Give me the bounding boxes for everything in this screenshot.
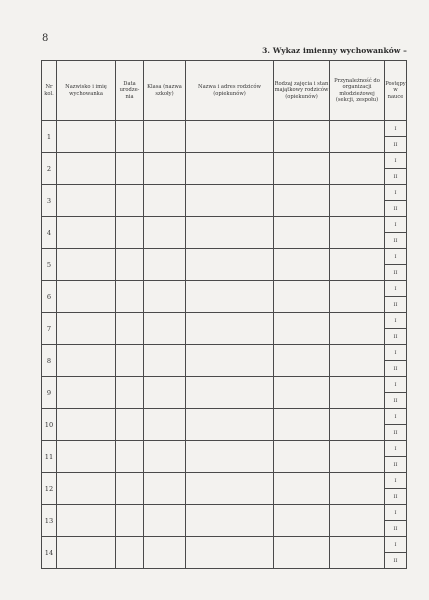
row-number: 7 bbox=[42, 313, 57, 345]
cell-organization[interactable] bbox=[330, 441, 385, 473]
cell-organization[interactable] bbox=[330, 185, 385, 217]
row-number: 10 bbox=[42, 409, 57, 441]
header-performance: Postępy w nauce bbox=[385, 61, 407, 121]
cell-occupation[interactable] bbox=[274, 473, 330, 505]
half-year-label-second: II bbox=[385, 457, 407, 473]
half-year-label-first: I bbox=[385, 537, 407, 553]
cell-birth-date[interactable] bbox=[116, 121, 144, 153]
cell-birth-date[interactable] bbox=[116, 217, 144, 249]
cell-school-class[interactable] bbox=[144, 313, 186, 345]
cell-parents[interactable] bbox=[186, 153, 274, 185]
cell-birth-date[interactable] bbox=[116, 537, 144, 569]
half-year-label-first: I bbox=[385, 377, 407, 393]
cell-parents[interactable] bbox=[186, 409, 274, 441]
cell-organization[interactable] bbox=[330, 217, 385, 249]
row-number: 9 bbox=[42, 377, 57, 409]
header-name: Nazwisko i imię wychowanka bbox=[57, 61, 116, 121]
cell-name[interactable] bbox=[57, 121, 116, 153]
cell-school-class[interactable] bbox=[144, 345, 186, 377]
cell-name[interactable] bbox=[57, 313, 116, 345]
cell-occupation[interactable] bbox=[274, 281, 330, 313]
pupil-register-table bbox=[41, 60, 407, 569]
half-year-label-second: II bbox=[385, 393, 407, 409]
table-row bbox=[42, 249, 407, 265]
cell-name[interactable] bbox=[57, 249, 116, 281]
cell-occupation[interactable] bbox=[274, 441, 330, 473]
page-number: 8 bbox=[42, 33, 49, 44]
cell-occupation[interactable] bbox=[274, 505, 330, 537]
table-row bbox=[42, 441, 407, 457]
cell-name[interactable] bbox=[57, 505, 116, 537]
cell-birth-date[interactable] bbox=[116, 313, 144, 345]
cell-parents[interactable] bbox=[186, 217, 274, 249]
cell-parents[interactable] bbox=[186, 249, 274, 281]
table-row bbox=[42, 121, 407, 137]
cell-parents[interactable] bbox=[186, 505, 274, 537]
cell-name[interactable] bbox=[57, 217, 116, 249]
header-lp: Nr kol. bbox=[42, 61, 57, 121]
cell-organization[interactable] bbox=[330, 249, 385, 281]
half-year-label-second: II bbox=[385, 329, 407, 345]
table-row bbox=[42, 153, 407, 169]
cell-name[interactable] bbox=[57, 281, 116, 313]
row-number: 11 bbox=[42, 441, 57, 473]
cell-organization[interactable] bbox=[330, 345, 385, 377]
header-birth-date: Data urodze- nia bbox=[116, 61, 144, 121]
cell-parents[interactable] bbox=[186, 537, 274, 569]
cell-school-class[interactable] bbox=[144, 377, 186, 409]
row-number: 2 bbox=[42, 153, 57, 185]
cell-birth-date[interactable] bbox=[116, 281, 144, 313]
table-row bbox=[42, 537, 407, 553]
cell-birth-date[interactable] bbox=[116, 345, 144, 377]
cell-organization[interactable] bbox=[330, 409, 385, 441]
cell-school-class[interactable] bbox=[144, 441, 186, 473]
half-year-label-second: II bbox=[385, 521, 407, 537]
cell-occupation[interactable] bbox=[274, 377, 330, 409]
half-year-label-first: I bbox=[385, 505, 407, 521]
table-row bbox=[42, 409, 407, 425]
cell-occupation[interactable] bbox=[274, 313, 330, 345]
cell-organization[interactable] bbox=[330, 153, 385, 185]
header-school-class: Klasa (nazwa szkoły) bbox=[144, 61, 186, 121]
cell-birth-date[interactable] bbox=[116, 473, 144, 505]
header-organization: Przynależność do organizacji młodzieżowej (sekcji, zespołu) bbox=[330, 61, 385, 121]
row-number: 14 bbox=[42, 537, 57, 569]
cell-organization[interactable] bbox=[330, 377, 385, 409]
cell-school-class[interactable] bbox=[144, 185, 186, 217]
row-number: 5 bbox=[42, 249, 57, 281]
half-year-label-second: II bbox=[385, 265, 407, 281]
cell-name[interactable] bbox=[57, 537, 116, 569]
table-row bbox=[42, 505, 407, 521]
cell-occupation[interactable] bbox=[274, 537, 330, 569]
table-row bbox=[42, 185, 407, 201]
cell-occupation[interactable] bbox=[274, 217, 330, 249]
cell-organization[interactable] bbox=[330, 121, 385, 153]
cell-organization[interactable] bbox=[330, 505, 385, 537]
half-year-label-first: I bbox=[385, 441, 407, 457]
cell-name[interactable] bbox=[57, 345, 116, 377]
row-number: 6 bbox=[42, 281, 57, 313]
cell-occupation[interactable] bbox=[274, 249, 330, 281]
half-year-label-first: I bbox=[385, 281, 407, 297]
table-row bbox=[42, 377, 407, 393]
row-number: 12 bbox=[42, 473, 57, 505]
half-year-label-second: II bbox=[385, 553, 407, 569]
half-year-label-second: II bbox=[385, 425, 407, 441]
cell-birth-date[interactable] bbox=[116, 505, 144, 537]
half-year-label-second: II bbox=[385, 233, 407, 249]
cell-school-class[interactable] bbox=[144, 217, 186, 249]
half-year-label-first: I bbox=[385, 249, 407, 265]
cell-occupation[interactable] bbox=[274, 153, 330, 185]
table-row bbox=[42, 473, 407, 489]
cell-organization[interactable] bbox=[330, 281, 385, 313]
table-row bbox=[42, 313, 407, 329]
table-row bbox=[42, 281, 407, 297]
row-number: 3 bbox=[42, 185, 57, 217]
cell-occupation[interactable] bbox=[274, 345, 330, 377]
cell-name[interactable] bbox=[57, 473, 116, 505]
cell-school-class[interactable] bbox=[144, 121, 186, 153]
cell-occupation[interactable] bbox=[274, 121, 330, 153]
half-year-label-second: II bbox=[385, 297, 407, 313]
cell-parents[interactable] bbox=[186, 281, 274, 313]
half-year-label-second: II bbox=[385, 169, 407, 185]
half-year-label-first: I bbox=[385, 345, 407, 361]
half-year-label-first: I bbox=[385, 409, 407, 425]
row-number: 8 bbox=[42, 345, 57, 377]
cell-birth-date[interactable] bbox=[116, 249, 144, 281]
row-number: 4 bbox=[42, 217, 57, 249]
half-year-label-first: I bbox=[385, 217, 407, 233]
half-year-label-second: II bbox=[385, 361, 407, 377]
cell-birth-date[interactable] bbox=[116, 185, 144, 217]
cell-parents[interactable] bbox=[186, 473, 274, 505]
half-year-label-first: I bbox=[385, 473, 407, 489]
half-year-label-second: II bbox=[385, 201, 407, 217]
cell-birth-date[interactable] bbox=[116, 153, 144, 185]
cell-name[interactable] bbox=[57, 377, 116, 409]
cell-school-class[interactable] bbox=[144, 505, 186, 537]
header-row bbox=[42, 61, 407, 121]
half-year-label-second: II bbox=[385, 137, 407, 153]
cell-name[interactable] bbox=[57, 153, 116, 185]
cell-parents[interactable] bbox=[186, 313, 274, 345]
cell-parents[interactable] bbox=[186, 121, 274, 153]
cell-birth-date[interactable] bbox=[116, 441, 144, 473]
cell-birth-date[interactable] bbox=[116, 409, 144, 441]
cell-parents[interactable] bbox=[186, 377, 274, 409]
header-occupation: Rodzaj zajęcia i stan majątkowy rodziców (opiekunów) bbox=[274, 61, 330, 121]
cell-school-class[interactable] bbox=[144, 281, 186, 313]
cell-name[interactable] bbox=[57, 409, 116, 441]
cell-school-class[interactable] bbox=[144, 409, 186, 441]
half-year-label-first: I bbox=[385, 153, 407, 169]
half-year-label-second: II bbox=[385, 489, 407, 505]
row-number: 1 bbox=[42, 121, 57, 153]
cell-organization[interactable] bbox=[330, 473, 385, 505]
cell-organization[interactable] bbox=[330, 313, 385, 345]
table-row bbox=[42, 345, 407, 361]
cell-parents[interactable] bbox=[186, 345, 274, 377]
half-year-label-first: I bbox=[385, 313, 407, 329]
register-body bbox=[42, 121, 407, 569]
cell-occupation[interactable] bbox=[274, 409, 330, 441]
cell-parents[interactable] bbox=[186, 185, 274, 217]
table-row bbox=[42, 217, 407, 233]
cell-organization[interactable] bbox=[330, 537, 385, 569]
row-number: 13 bbox=[42, 505, 57, 537]
cell-parents[interactable] bbox=[186, 441, 274, 473]
cell-school-class[interactable] bbox=[144, 249, 186, 281]
cell-school-class[interactable] bbox=[144, 537, 186, 569]
cell-name[interactable] bbox=[57, 441, 116, 473]
cell-birth-date[interactable] bbox=[116, 377, 144, 409]
half-year-label-first: I bbox=[385, 185, 407, 201]
header-parents: Nazwa i adres rodziców (opiekunów) bbox=[186, 61, 274, 121]
half-year-label-first: I bbox=[385, 121, 407, 137]
cell-name[interactable] bbox=[57, 185, 116, 217]
cell-school-class[interactable] bbox=[144, 153, 186, 185]
cell-occupation[interactable] bbox=[274, 185, 330, 217]
section-title: 3. Wykaz imienny wychowanków – bbox=[262, 46, 407, 55]
cell-school-class[interactable] bbox=[144, 473, 186, 505]
